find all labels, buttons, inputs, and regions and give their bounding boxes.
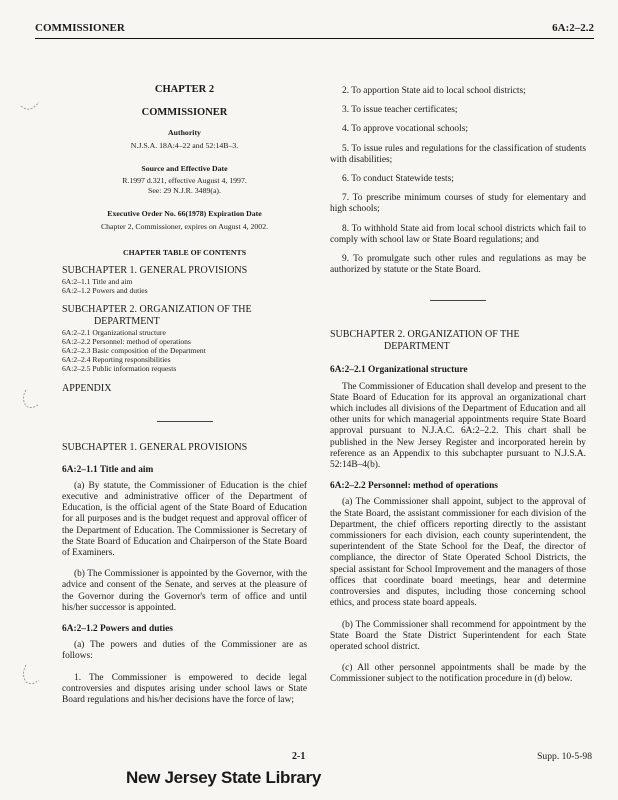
subchapter-title: SUBCHAPTER 2. ORGANIZATION OF THE	[330, 329, 520, 341]
authority-text: N.J.S.A. 18A:4–22 and 52:14B–3.	[130, 141, 239, 150]
toc-item: 6A:2–2.5 Public information requests	[62, 364, 177, 374]
toc-item: 6A:2–1.1 Title and aim	[62, 277, 133, 287]
binder-hole-mark-icon	[18, 662, 42, 686]
list-item: 6. To conduct Statewide tests;	[342, 174, 454, 185]
chapter-title: COMMISSIONER	[141, 107, 228, 119]
paragraph: The Commissioner of Education shall develop and present to the State Board of Education for its approval an organizational chart which includes all divisions of the Department of Education and all other units for which managerial appointments require State Board approval pursuant to N.J.A.C. 6A:2–2.2. This chart shall be published in the New Jersey Register and incorporated herein by reference as an Appendix to this subchapter pursuant to N.J.S.A. 52:14B–4(b).	[330, 381, 586, 471]
list-item: 5. To issue rules and regulations for the classification of students with disabilities;	[330, 143, 586, 165]
binder-hole-mark-icon	[18, 386, 42, 410]
subchapter-title-cont: DEPARTMENT	[384, 341, 450, 353]
header-rule	[35, 38, 594, 39]
subchapter-title: SUBCHAPTER 1. GENERAL PROVISIONS	[62, 441, 248, 453]
toc-subchapter-heading-cont: DEPARTMENT	[94, 315, 160, 327]
library-stamp: New Jersey State Library	[126, 768, 322, 787]
running-header-right: 6A:2–2.2	[552, 22, 594, 34]
source-line: R.1997 d.321, effective August 4, 1997.	[122, 176, 247, 186]
list-item: 9. To promulgate such other rules and regulations as may be authorized by statute or the State Board.	[330, 254, 586, 276]
section-divider	[430, 300, 486, 301]
toc-appendix: APPENDIX	[62, 382, 112, 394]
section-heading: 6A:2–1.2 Powers and duties	[62, 624, 173, 635]
list-item: 7. To prescribe minimum courses of study for elementary and high schools;	[330, 193, 586, 215]
running-header-left: COMMISSIONER	[35, 22, 125, 34]
list-item: 3. To issue teacher certificates;	[342, 105, 458, 116]
section-heading: 6A:2–2.2 Personnel: method of operations	[330, 481, 498, 492]
paragraph: (b) The Commissioner shall recommend for appointment by the State Board the State District Superintendent for each State operated school district.	[330, 619, 586, 652]
chapter-number: CHAPTER 2	[154, 84, 215, 95]
left-column	[62, 74, 307, 706]
paragraph: (b) The Commissioner is appointed by the Governor, with the advice and consent of the Senate, and serves at the pleasure of the Governor during the Governor's term of office and until his/her successor is appointed.	[62, 569, 307, 613]
authority-label: Authority	[168, 128, 201, 138]
exec-order-text: Chapter 2, Commissioner, expires on August 4, 2002.	[100, 221, 269, 231]
toc-item: 6A:2–2.3 Basic composition of the Department	[62, 345, 206, 355]
paragraph: (a) The powers and duties of the Commissioner are as follows:	[62, 640, 307, 662]
binder-hole-mark-icon	[18, 92, 42, 116]
toc-subchapter-heading: SUBCHAPTER 2. ORGANIZATION OF THE	[62, 303, 252, 315]
section-divider	[157, 421, 213, 422]
supplement-date: Supp. 10-5-98	[537, 751, 592, 762]
toc-item: 6A:2–2.4 Reporting responsibilities	[62, 355, 171, 365]
paragraph: (a) By statute, the Commissioner of Education is the chief executive and administrative officer of the Department of Education, is the official agent of the State Board of Education for all purposes and is the budget request and approval officer of the Department of Education. The Commissioner is Secretary of the State Board of Education and Chairperson of the State Board of Examiners.	[62, 480, 307, 558]
toc-label: CHAPTER TABLE OF CONTENTS	[122, 247, 247, 257]
toc-item: 6A:2–2.1 Organizational structure	[62, 327, 166, 337]
page-number: 2-1	[292, 751, 306, 762]
list-item: 8. To withhold State aid from local school districts which fail to comply with school law or State Board regulations; and	[330, 223, 586, 245]
paragraph: (a) The Commissioner shall appoint, subject to the approval of the State Board, the assistant commissioner for each division of the Department, the chief officers reporting directly to the assistant commissioners for each division, each county superintendent, the superintendent of the State School for the Deaf, the director of compliance, the director of State Operated School Districts, the special assistant for School Improvement and the managers of those offices that coordinate board meetings, hear and determine controversies and disputes, including those concerning school ethics, and process state board appeals.	[330, 497, 586, 609]
list-item: 1. The Commissioner is empowered to decide legal controversies and disputes arising under school laws or State Board regulations and his/her decisions have the force of law;	[62, 672, 307, 706]
source-label: Source and Effective Date	[141, 163, 228, 173]
toc-item: 6A:2–2.2 Personnel: method of operations	[62, 336, 191, 346]
source-line: See: 29 N.J.R. 3489(a).	[148, 185, 221, 195]
section-heading: 6A:2–2.1 Organizational structure	[330, 365, 468, 376]
right-column	[330, 74, 586, 686]
exec-order-label: Executive Order No. 66(1978) Expiration Date	[107, 209, 262, 219]
toc-item: 6A:2–1.2 Powers and duties	[62, 286, 148, 296]
paragraph: (c) All other personnel appointments shall be made by the Commissioner subject to the notification procedure in (d) below.	[330, 663, 586, 685]
section-heading: 6A:2–1.1 Title and aim	[62, 464, 154, 475]
toc-subchapter-heading: SUBCHAPTER 1. GENERAL PROVISIONS	[62, 265, 248, 277]
list-item: 2. To apportion State aid to local school districts;	[342, 86, 526, 96]
list-item: 4. To approve vocational schools;	[342, 124, 468, 135]
